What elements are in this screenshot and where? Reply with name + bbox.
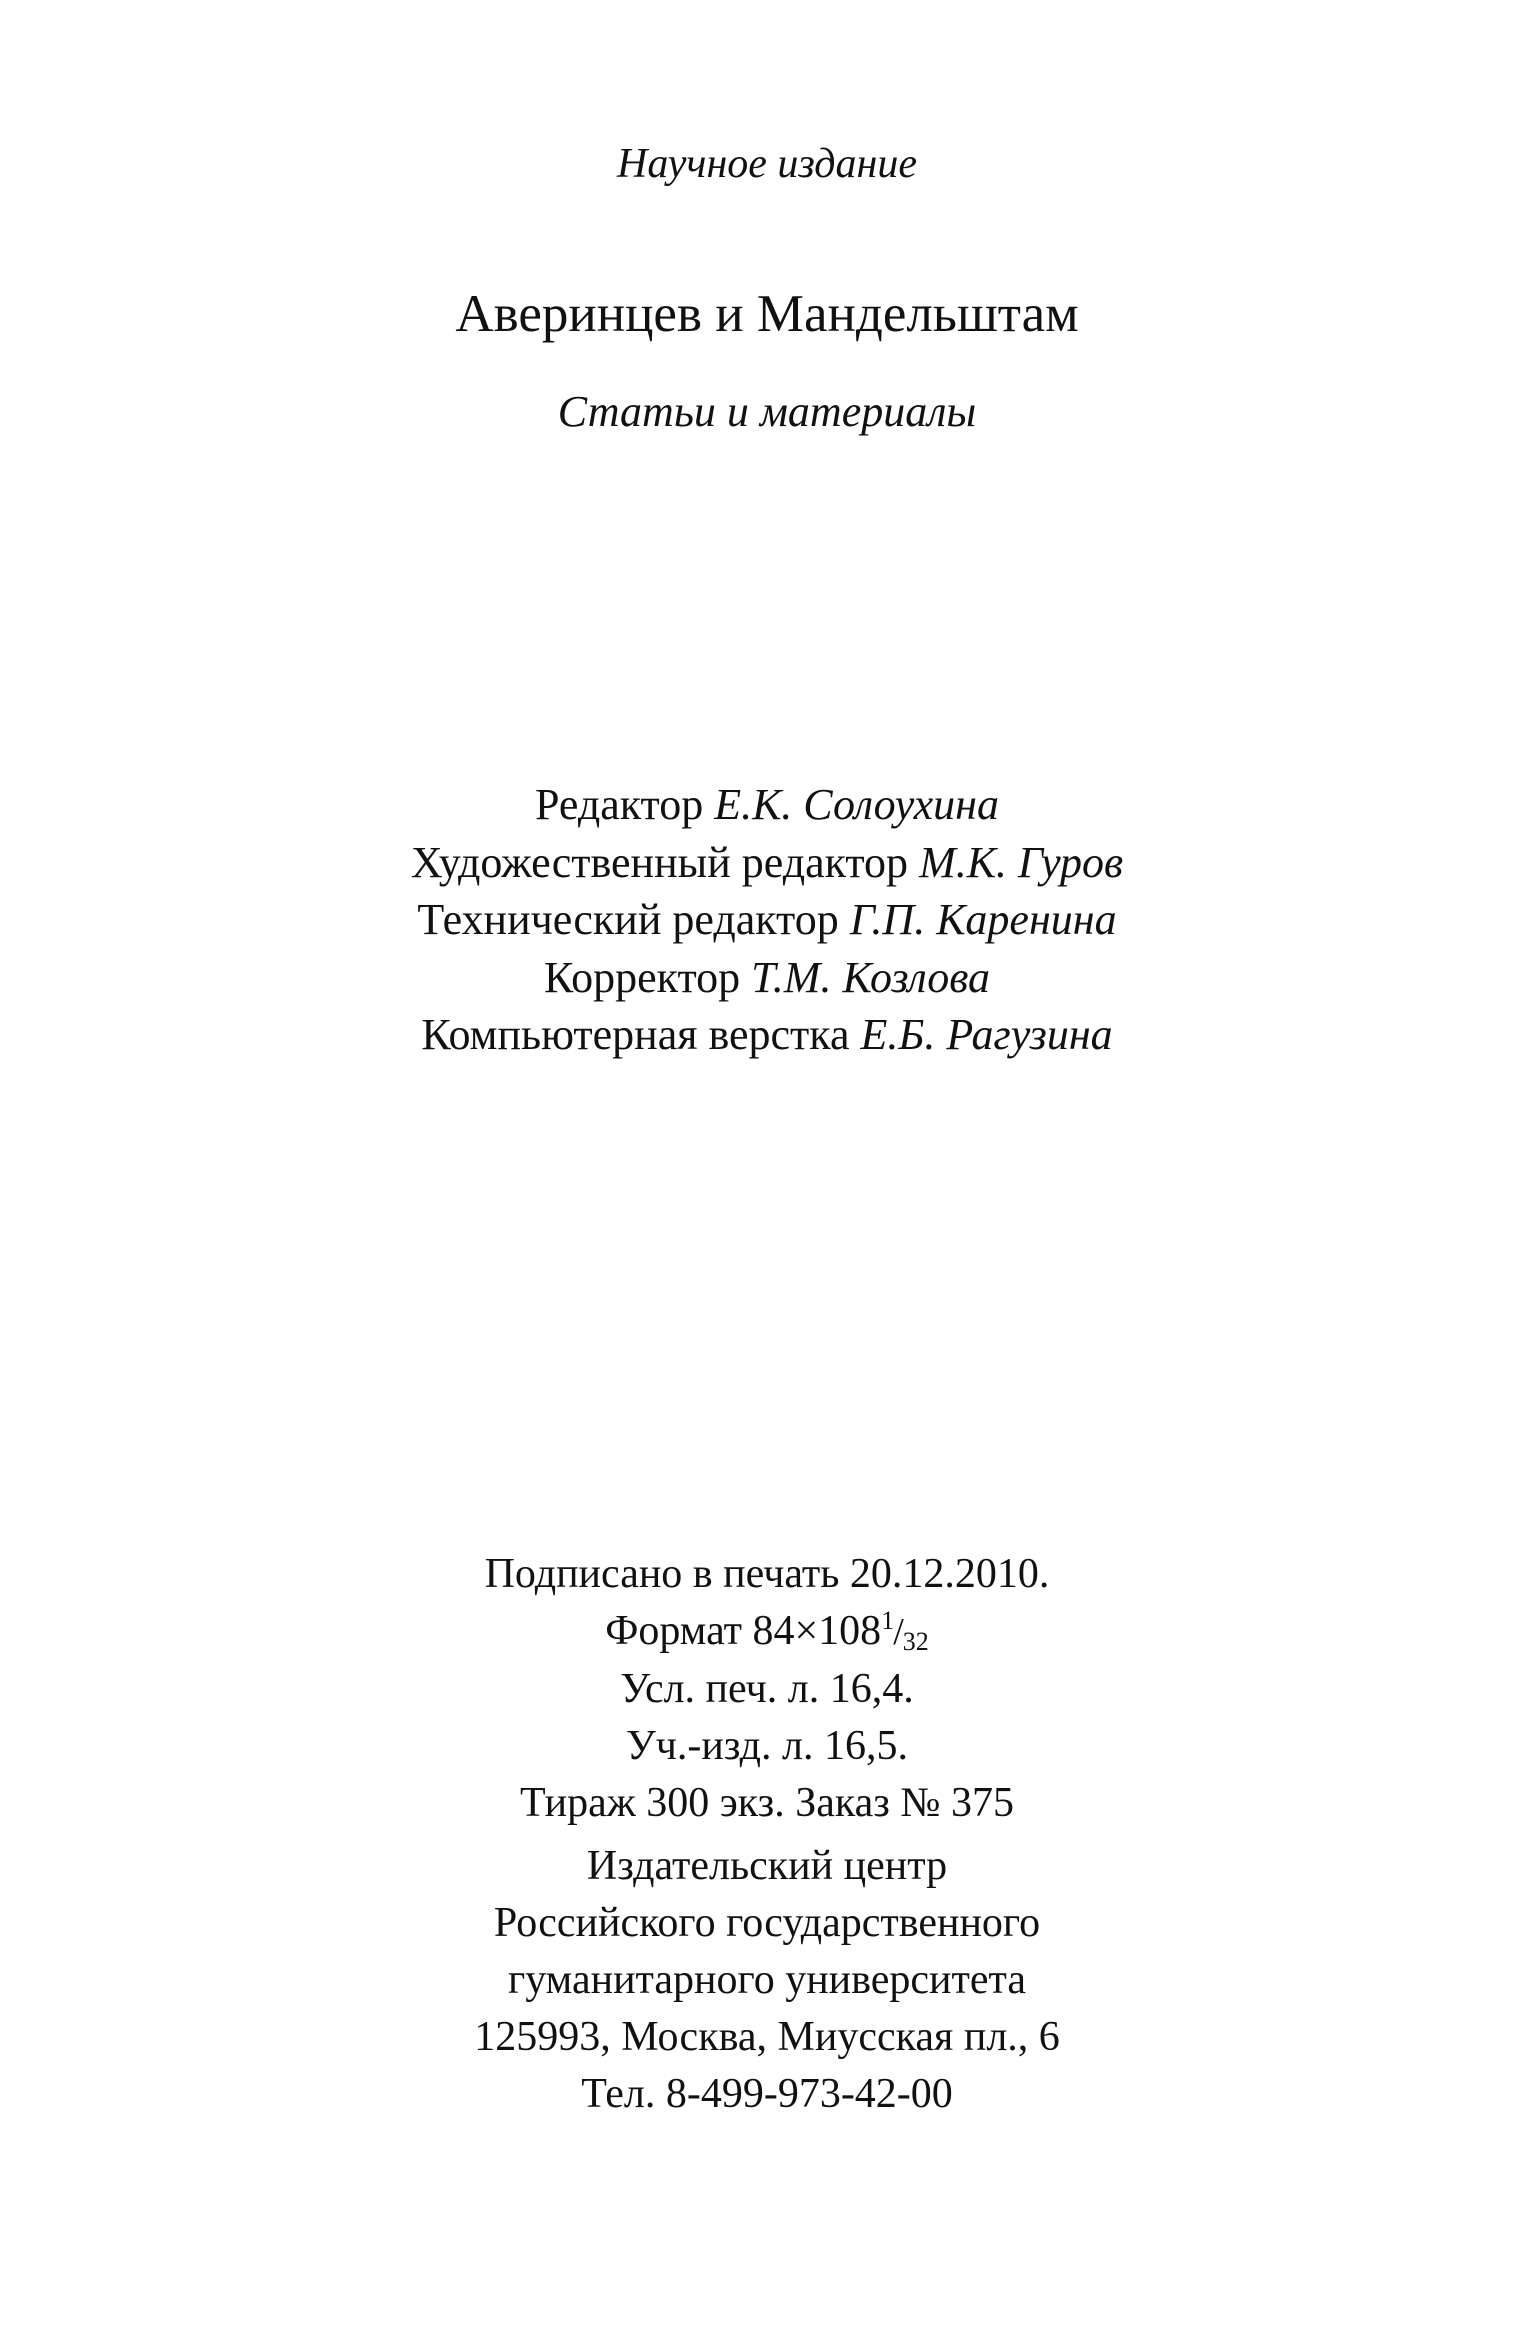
format-slash: /	[893, 1611, 904, 1653]
credit-role: Художественный редактор	[410, 837, 909, 887]
credit-person: М.К. Гуров	[919, 837, 1124, 887]
credit-line	[0, 1006, 1534, 1064]
credit-person: Е.К. Солоухина	[714, 780, 999, 829]
print-info-block	[0, 1546, 1534, 1832]
credit-line	[0, 776, 1534, 834]
circulation-order: Тираж 300 экз. Заказ № 375	[520, 1780, 1014, 1826]
format-denominator: 32	[902, 1627, 929, 1656]
format-label: Формат 84×108	[605, 1608, 882, 1654]
printed-sheets: Усл. печ. л. 16,4.	[620, 1666, 914, 1712]
credit-person: Т.М. Козлова	[751, 952, 991, 1002]
publisher-name-line: Издательский центр	[586, 1843, 948, 1889]
credit-role: Компьютерная верстка	[421, 1010, 850, 1059]
publisher-block	[0, 1838, 1534, 2123]
publisher-sheets: Уч.-изд. л. 16,5.	[626, 1723, 908, 1769]
credit-person: Е.Б. Рагузина	[860, 1010, 1113, 1059]
credits-block	[0, 776, 1534, 1064]
book-title: Аверинцев и Мандельштам	[455, 285, 1079, 343]
book-subtitle: Статьи и материалы	[557, 387, 977, 436]
credit-line	[0, 949, 1534, 1007]
signed-date: Подписано в печать 20.12.2010.	[484, 1551, 1050, 1597]
publisher-address: 125993, Москва, Миусская пл., 6	[474, 2014, 1060, 2060]
format-numerator: 1	[881, 1606, 895, 1635]
credit-person: Г.П. Каренина	[849, 895, 1117, 944]
credit-line	[0, 891, 1534, 949]
credit-role: Корректор	[543, 952, 741, 1002]
publisher-name-line: Российского государственного	[493, 1900, 1041, 1946]
publisher-phone: Тел. 8-499-973-42-00	[581, 2071, 953, 2117]
credit-role: Технический редактор	[417, 895, 839, 944]
paper-format	[0, 1603, 1534, 1661]
credit-line	[0, 834, 1534, 892]
edition-type: Научное издание	[617, 141, 917, 187]
publisher-name-line: гуманитарного университета	[507, 1957, 1027, 2003]
credit-role: Редактор	[535, 780, 704, 829]
